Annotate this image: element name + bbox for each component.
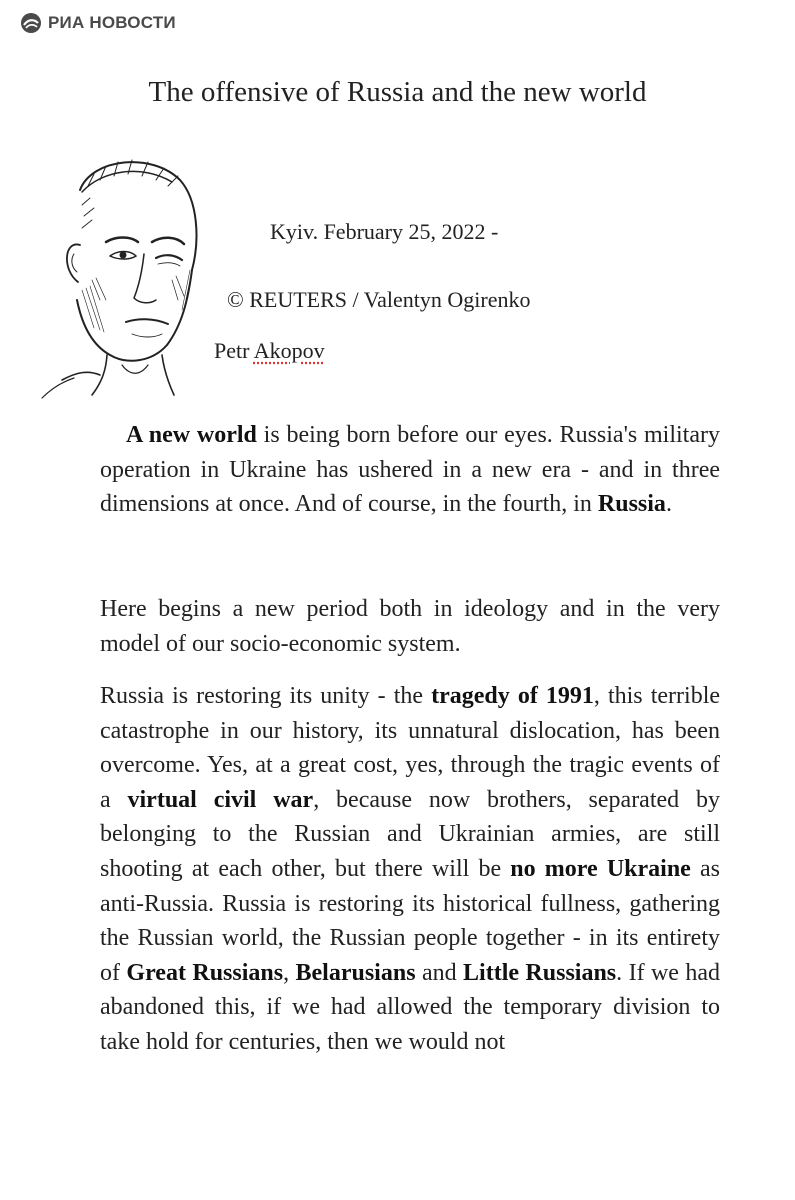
brand-name: РИА НОВОСТИ [48,13,176,32]
article-title: The offensive of Russia and the new world [148,76,647,108]
paragraph-2: Here begins a new period both in ideology and in the very model of our socio-economic system. [100,596,720,657]
paragraph-3 [100,679,720,1060]
paragraph-1 [100,418,720,522]
text-run: as anti-Russia. Russia is restoring its historical fullness, gathering the Russian world, the Russian people together - in its entirety of [100,855,720,986]
text-run: , because now brothers, separated by belonging to the Russian and Ukrainian armies, are still shooting at each other, but there will be [100,786,721,882]
text-run: , this terrible catastrophe in our history, its unnatural dislocation, has been overcome. Yes, at a great cost, yes, through the tragic events of a [100,683,721,813]
bold-phrase: no more Ukraine [510,855,691,882]
author-last-name: Akopov [253,338,325,363]
bold-phrase: Great Russians [126,959,284,986]
text-run: is being born before our eyes. Russia's military operation in Ukraine has ushered in a new era - and in three dimensions at once. And of course, in the fourth, in [100,422,720,518]
author-byline [214,338,325,364]
bold-phrase: Belarusians [295,959,416,986]
brand-header [20,12,176,34]
ria-logo-icon [20,12,42,34]
bold-phrase: Russia [597,491,666,518]
bold-phrase: A new world [126,422,257,448]
text-run: . If we had abandoned this, if we had allowed the temporary division to take hold for centuries, then we would not [100,959,721,1055]
text-run: Russia is restoring its unity - the [100,683,432,709]
bold-phrase: tragedy of 1991 [431,683,594,709]
photo-credit: © REUTERS / Valentyn Ogirenko [227,287,531,312]
portrait-illustration [22,150,227,400]
text-run: and [415,959,464,986]
text-run: , [283,959,296,986]
text-run: . [665,491,672,518]
bold-phrase: Little Russians [463,959,617,986]
bold-phrase: virtual civil war [127,786,314,813]
author-first-name: Petr [214,338,250,363]
dateline: Kyiv. February 25, 2022 - [270,219,499,244]
